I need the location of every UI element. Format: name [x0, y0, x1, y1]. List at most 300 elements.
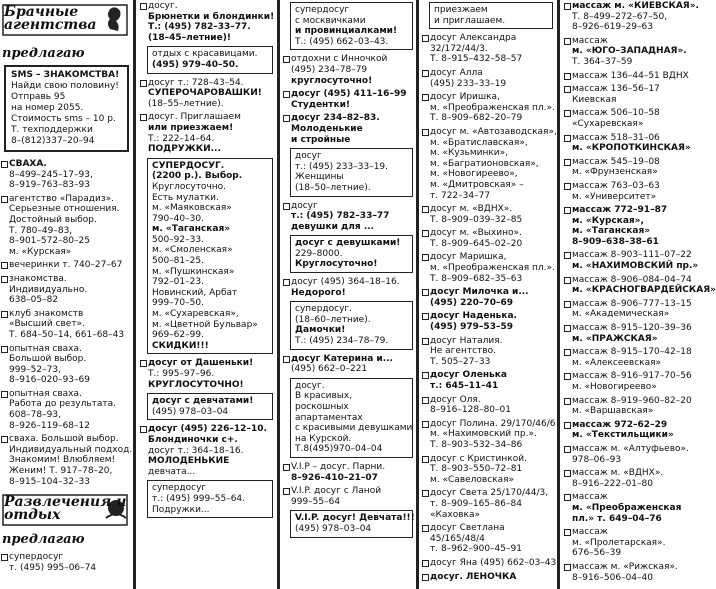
ad-line: Молоденькие [291, 123, 363, 134]
column-1 [0, 0, 132, 589]
ad-line: досуг Алла [430, 67, 483, 78]
classified-ad [139, 77, 276, 111]
ad-line: Дамочки! [295, 325, 346, 336]
ad-line: опытная сваха. [9, 343, 82, 354]
ad-line: досуг (495) 411–16–99 [291, 89, 407, 100]
boxed-ad [290, 510, 413, 537]
ad-line: м. «Фрунзенская» [572, 167, 658, 178]
ad-line: СУПЕРОЧАРОВАШКИ! [148, 88, 262, 99]
ad-line: КРУГЛОСУТОЧНО! [148, 379, 244, 390]
ad-line: м. «Смоленская» [152, 245, 233, 256]
ad-line: 978–06–93 [572, 454, 622, 465]
ad-line: м. «Пролетарская». [572, 537, 666, 548]
column-2 [139, 0, 276, 589]
ad-line: Т.: 995–97–96. [148, 369, 215, 379]
classified-ad [421, 251, 556, 285]
ad-line: м. «Братиславская», [430, 137, 528, 148]
boxed-ad [290, 301, 413, 349]
ad-line: Т. 8–499–272–67–50, [572, 11, 668, 22]
ad-line: 608–78–93, [9, 410, 61, 421]
ad-line: досуг м. «Выхино». [430, 228, 522, 239]
ad-line: 229–8000. [295, 248, 343, 259]
ad-line: (18–50–летние). [295, 182, 371, 193]
ad-line: досуг 234–82–83. [291, 113, 380, 124]
ad-line: МОЛОДЕНЬКИЕ [148, 456, 230, 467]
ad-line: досуг (495) 364–18–16. [291, 277, 400, 288]
ad-line: досуг т.: 728–43–54. [148, 77, 244, 88]
ad-line: 999–52–73, [9, 364, 61, 375]
classified-ad [421, 310, 556, 333]
ad-line: досуг (495) 226–12–10. [148, 424, 267, 435]
ad-line: Круглосуточно! [295, 259, 378, 270]
ad-line: т. 8–962–900–45–91 [430, 544, 522, 555]
ad-line: т. 8–909–165–86–84 [430, 498, 522, 509]
classified-ad [421, 571, 556, 584]
ad-line: м. «Нахимовский пр.». [430, 429, 537, 440]
ad-line: отдохни с Инночкой [291, 54, 388, 65]
massage-ad [563, 0, 699, 34]
massage-ad [563, 35, 694, 69]
classified-ad [139, 111, 276, 155]
massage-ad [563, 322, 694, 345]
ad-line: Индивидуально. [9, 284, 88, 295]
classified-ad [282, 200, 416, 234]
entertainment-title: Развлечения и отдых [4, 494, 127, 524]
ad-line: досуг от Дашеньки! [148, 358, 254, 369]
ad-line: роскошных [295, 402, 349, 412]
ad-line: 969–62–99. [152, 330, 204, 341]
column-rule-4 [557, 0, 560, 589]
massage-ad [563, 274, 716, 297]
ad-line: т.: (495) 999–55–64. [152, 493, 246, 504]
massage-ad [563, 443, 694, 466]
classified-ad [139, 357, 276, 391]
ad-line: досуг Светлана [430, 523, 505, 534]
ad-line: т. 722–34–77 [430, 190, 491, 201]
ad-line: 676–56–39 [572, 548, 622, 559]
ad-line: массаж 8–906–777–13–15 [572, 298, 692, 309]
ad-line: Т.: 222–14–64. [148, 133, 215, 144]
ad-line: 8–916–506–04–40 [572, 572, 653, 583]
ad-line: досуг. [295, 380, 325, 391]
column-4 [421, 0, 556, 589]
classified-ad [0, 273, 132, 307]
ad-line: «Каховка» [430, 509, 481, 520]
classified-ad [0, 308, 132, 342]
classified-ad [421, 522, 556, 556]
ad-line: с москвичками [295, 15, 366, 26]
marriage-agencies-header [0, 0, 132, 44]
classified-ad [421, 394, 556, 417]
ad-line: массаж 8–916–917–70–56 [572, 371, 692, 382]
ad-line: опытная сваха. [9, 388, 82, 399]
ad-line: отдых с красавицами. [152, 49, 258, 60]
ad-line: м. «Варшавская» [572, 406, 654, 417]
ad-line: (495) 220–70–69 [430, 297, 513, 308]
marriage-agencies-title: Брачные агентства [4, 4, 97, 33]
column-rule-2 [277, 0, 280, 589]
ad-line: массаж 972–62–29 [572, 419, 668, 430]
classified-ad [282, 276, 416, 299]
ad-line: м. «Академическая» [572, 309, 670, 320]
ad-line: (495) 979–40–50. [152, 59, 239, 70]
massage-ad [563, 395, 694, 418]
ad-line: Подружки... [152, 504, 210, 515]
ad-line: (18–55–летние). [148, 98, 224, 109]
sms-line: 8–(812)337–20–94 [11, 136, 95, 146]
ad-line: 8–926–410–21–07 [291, 472, 378, 483]
ad-line: СУПЕРДОСУГ. [152, 160, 225, 171]
ad-line: с красивыми девушками [295, 423, 413, 434]
classified-ad [282, 485, 416, 508]
ad-line: массаж [572, 492, 608, 503]
ad-line: м. «Новогиреево», [430, 169, 518, 180]
massage-ad [563, 298, 694, 321]
ad-line: агентство «Парадиз». [9, 193, 115, 204]
classified-ad [0, 158, 132, 192]
classified-ad [0, 551, 132, 574]
ad-line: массаж [572, 35, 608, 46]
ad-line: Новинский, Арбат [152, 287, 238, 298]
section-offer-1: предлагаю [2, 46, 85, 61]
section-offer-2: предлагаю [2, 532, 85, 548]
ad-line: ПОДРУЖКИ... [148, 144, 221, 155]
ad-line: м. «Савеловская» [430, 474, 515, 485]
ad-line: досуг [295, 151, 322, 162]
ad-line: Т.: (495) 782–33–77. [148, 22, 251, 33]
ad-line: на Курской. [295, 433, 352, 444]
classified-ad [421, 203, 556, 226]
classified-ad [0, 259, 132, 272]
ad-line: (495) 979–53–59 [430, 322, 513, 333]
ad-line: 8–901–572–80–25 [9, 236, 90, 247]
ad-line: Т. 505–27–33 [430, 356, 491, 367]
ad-line: м. «Преображенская [572, 502, 682, 513]
ad-line: массаж м. «Рижская». [572, 561, 678, 572]
classified-ad [421, 557, 556, 570]
ad-line: массаж 8–919–960–82–20 [572, 395, 692, 406]
ad-line: досуг м. «ВДНХ». [430, 204, 513, 215]
massage-ad [563, 180, 694, 203]
ad-line: Блондиночки с+. [148, 434, 238, 445]
boxed-ad [290, 148, 413, 196]
ad-line: м. «Кузьминки», [430, 148, 508, 159]
ad-line: досуг [291, 200, 318, 211]
ad-line: м. «Таганская» [152, 224, 231, 235]
massage-ad [563, 491, 694, 525]
entertainment-header [0, 492, 132, 530]
ad-line: Работа до результата. [9, 399, 117, 410]
sms-line: SMS – ЗНАКОМСТВА! [11, 70, 120, 80]
massage-ad [563, 561, 694, 584]
ad-line: массаж м. «Алтуфьево». [572, 443, 689, 454]
classified-ad [282, 112, 416, 146]
ad-line: 500–81–25. [152, 256, 204, 267]
ad-line: досуг Милочка и... [430, 287, 529, 298]
massage-ad [563, 370, 694, 393]
ad-line: 999–70–50. [152, 298, 204, 309]
ad-line: (18–60–летние). [295, 314, 371, 325]
ad-line: Т. 364–37–59 [572, 56, 633, 67]
ad-line: 999–55–64 [291, 496, 341, 507]
ad-line: массаж м. «КИЕВСКАЯ». [572, 1, 699, 11]
ad-line: Т. 684–50–14, 661–68–43 [9, 329, 125, 340]
ad-line: супердосуг. [295, 304, 353, 315]
ad-line: (495) 233–33–19 [430, 78, 507, 89]
ad-line: 8–919–763–83–93 [9, 180, 90, 191]
ad-line: т.: (495) 233–33–19. [295, 161, 389, 172]
ad-line: Т. 8–909–039–32–85 [430, 214, 523, 225]
sms-dating-box [4, 65, 129, 152]
ad-line: досуг с девушками! [295, 238, 401, 249]
boxed-ad [290, 378, 413, 458]
ad-line: т.: (495) 782–33–77 [291, 211, 390, 222]
boxed-ad [147, 393, 273, 420]
ad-line: досуг Полина. 29/170/46/6 [430, 418, 556, 429]
ad-line: Серьезные отношения. [9, 204, 120, 215]
column-rule-1 [133, 0, 136, 589]
ad-line: (495) 662–0–221 [291, 364, 368, 375]
ad-line: и провинциалками! [295, 26, 398, 37]
ad-line: Недорого! [291, 287, 346, 298]
ad-line: Женщины [295, 172, 344, 183]
ad-line: (495) 978–03–04 [152, 406, 229, 417]
ad-line: 32/172/44/3. [430, 43, 488, 54]
ad-line: досуг Катерина и... [291, 353, 393, 364]
classified-ad [421, 453, 556, 487]
ad-line: Женим! Т. 917–78–20, [9, 466, 113, 477]
ad-line: м. «НАХИМОВСКИЙ пр.» [572, 261, 699, 272]
ad-line: м. «Преображенская пл.». [430, 102, 555, 113]
ad-line: массаж 772–91–87 [572, 205, 668, 216]
sms-line: на номер 2055. [11, 103, 84, 113]
boxed-ad [147, 480, 273, 518]
ad-line: м. «Дмитровская» – [430, 179, 524, 190]
ad-line: 8–916–128–80–01 [430, 405, 511, 416]
ad-line: массаж м. «ВДНХ». [572, 468, 664, 479]
classified-ad [139, 0, 276, 44]
ad-line: Т. 8–909–645–02–20 [430, 238, 523, 249]
ad-line: массаж 545–19–08 [572, 156, 660, 167]
ad-line: м. «Пушкинская» [152, 266, 235, 277]
ad-line: т. (495) 995–06–74 [9, 562, 97, 573]
ad-line: массаж 763–03–63 [572, 180, 660, 191]
ad-line: Большой выбор. [9, 354, 87, 365]
col1-last-ad [0, 551, 132, 574]
ad-line: досуг Наталия. [430, 335, 503, 346]
ad-line: м. «Курская», [572, 215, 644, 226]
classified-ad [421, 32, 556, 66]
boxed-ad [429, 2, 553, 29]
ad-line: Т. 780–49–83, [9, 225, 73, 236]
ad-line: массаж 136–56–17 [572, 84, 660, 95]
ad-line: досуг Иришка, [430, 92, 500, 103]
col1-ads [0, 158, 132, 488]
ad-line: досуг Наденька. [430, 311, 517, 322]
ad-line: и приглашаем. [434, 15, 506, 26]
ad-line: м. «Университет» [572, 191, 657, 202]
ad-line: (18–45–летние)! [148, 32, 231, 43]
sms-line: Т. техподдержки [11, 125, 93, 135]
ad-line: массаж 8–906–084–04–74 [572, 274, 692, 285]
classified-ad [0, 343, 132, 387]
ad-line: СВАХА. [9, 159, 47, 169]
ad-line: м. «ПРАЖСКАЯ» [572, 333, 658, 344]
boxed-ad [290, 235, 413, 273]
ad-line: Т. 8–903–550–72–81 [430, 464, 523, 475]
boxed-ad [290, 2, 413, 50]
ad-line: пл.» т. 649–04–76 [572, 513, 662, 524]
ad-line: досуг. ЛЕНОЧКА [430, 571, 517, 582]
classified-ad [421, 227, 556, 250]
massage-ad [563, 346, 694, 369]
classified-ad [0, 193, 132, 259]
boxed-ad [147, 158, 273, 355]
ad-line: т.: 645–11–41 [430, 381, 499, 391]
sms-line: Найди свою половину! [11, 81, 119, 91]
ad-line: круглосуточно! [291, 75, 373, 86]
ad-line: м. «Преображенская пл.». [430, 263, 555, 274]
classified-ad [282, 353, 416, 376]
ad-line: Не агентство. [430, 346, 496, 357]
ad-line: 500–92–33. [152, 234, 204, 245]
ad-line: или приезжаем! [148, 122, 234, 133]
ad-line: V.I.P – досуг. Парни. [291, 461, 386, 472]
ad-line: м. «Маяковская» [152, 203, 232, 214]
massage-ad [563, 70, 694, 83]
ad-line: массаж 8–903–111–07–22 [572, 250, 692, 261]
ad-line: м. «Алексеевская» [572, 357, 662, 368]
ad-line: Т. 8–915–432–58–57 [430, 54, 523, 65]
ad-line: м. «КРОПОТКИНСКАЯ» [572, 143, 691, 154]
massage-ad [563, 204, 694, 248]
classified-ad [421, 487, 556, 521]
ad-line: Т.: (495) 234–78–79. [295, 336, 389, 347]
ad-line: м. «Цветной Бульвар» [152, 319, 258, 330]
massage-ad [563, 249, 699, 272]
classified-ad [282, 53, 416, 87]
ad-line: Достойный выбор. [9, 214, 97, 225]
ad-line: досуг Оленька [430, 370, 507, 381]
ad-line: девчата... [148, 466, 196, 477]
classified-ad [421, 418, 556, 452]
ad-line: Знакомим! Влюбляем! [9, 455, 116, 466]
ad-line: досуг. Приглашаем [148, 112, 241, 123]
ad-line: массаж 518–31–06 [572, 132, 660, 143]
ad-line: супердосуг [152, 483, 207, 494]
ad-line: 8–499–245–17–93, [9, 169, 93, 180]
column-3 [282, 0, 416, 589]
massage-ad [563, 156, 694, 179]
ad-line: массаж [572, 527, 608, 538]
column-5 [563, 0, 716, 589]
ad-line: досуг Оля. [430, 394, 481, 405]
massage-ad [563, 467, 694, 490]
ad-line: м. «Текстильщики» [572, 430, 674, 441]
ad-line: девушки для ... [291, 221, 375, 232]
ad-line: 792–01–23. [152, 277, 204, 288]
ad-line: досуг Света 25/170/44/3, [430, 488, 549, 499]
ad-line: клуб знакомств [9, 308, 84, 319]
ad-line: 8–916–020–93–69 [9, 375, 90, 386]
classified-ad [421, 91, 556, 125]
ad-line: досуг Маришка, [430, 252, 507, 263]
ad-line: (2200 р.). Выбор. [152, 171, 243, 182]
ad-line: вечеринки т. 740–27–67 [9, 260, 123, 271]
classified-ad [0, 388, 132, 432]
ad-line: 8–909–638–38–61 [572, 236, 659, 247]
ad-line: Киевская [572, 94, 617, 105]
sms-line: Отправь 95 [11, 92, 66, 102]
ad-line: V.I.P. досуг с Ланой [291, 486, 382, 497]
ad-line: 8–916–222–01–80 [572, 478, 653, 489]
ad-line: 8–926–119–68–12 [9, 420, 90, 431]
ad-line: 45/165/48/4 [430, 533, 485, 544]
ad-line: апартаментах [295, 412, 363, 423]
ad-line: «Высший свет». [9, 319, 85, 330]
ad-line: В красивых, [295, 391, 353, 402]
ad-line: Круглосуточно. [152, 181, 227, 192]
ad-line: м. «Сухаревская», [152, 309, 239, 320]
ad-line: Т. 8–909–682–35–63 [430, 273, 523, 284]
ad-line: 638–05–82 [9, 295, 59, 306]
ad-line: (495) 978–03–04 [295, 523, 372, 534]
sms-line: Стоимость sms – 10 р. [11, 114, 116, 124]
classified-ad [421, 126, 556, 202]
ad-line: сваха. Большой выбор. [9, 434, 119, 445]
ad-line: 790–40–30. [152, 213, 204, 224]
classified-ad [139, 423, 276, 478]
ad-line: супердосуг [9, 552, 64, 563]
ad-line: м. «Новогиреево» [572, 382, 657, 392]
ad-line: Есть мулатки. [152, 192, 219, 203]
ad-line: Т. 8–903–532–34–86 [430, 439, 523, 450]
ad-line: супердосуг [295, 5, 350, 15]
ad-line: досуг м. «Автозаводская», [430, 126, 557, 137]
ad-line: досуг с Кристинкой. [430, 453, 527, 464]
ad-line: V.I.P. досуг! Девчата!!! [295, 513, 415, 524]
ad-line: Студентки! [291, 99, 351, 110]
classified-ad [282, 88, 416, 111]
ad-line: Т. 8–909–682–20–79 [430, 113, 523, 124]
massage-ad [563, 107, 694, 130]
ad-line: м. «ЮГО–ЗАПАДНАЯ». [572, 46, 687, 57]
ad-line: досуг с девчатами! [152, 396, 254, 407]
ad-line: массаж 136–44–51 ВДНХ [572, 70, 689, 81]
classified-ad [0, 433, 132, 488]
ad-line: досуг Александра [430, 33, 517, 44]
ad-line: досуг Яна (495) 662–03–43 [430, 557, 557, 568]
classified-ad [421, 286, 556, 309]
ad-line: СКИДКИ!!! [152, 340, 209, 351]
ad-line: Т.8(495)970–04–04 [295, 444, 383, 455]
classified-ad [421, 369, 556, 392]
massage-ad [563, 419, 694, 442]
ad-line: 8–926–619–29–63 [572, 22, 653, 33]
ad-line: м. «КРАСНОГВАРДЕЙСКАЯ» [572, 285, 716, 296]
ad-line: м. «Таганская» [572, 226, 651, 237]
ad-line: массаж 8–915–170–42–18 [572, 347, 692, 358]
boxed-ad [147, 46, 273, 73]
ad-line: м. «Багратионовская», [430, 158, 539, 169]
column-rule-3 [416, 0, 419, 589]
ad-line: 8–915–104–32–33 [9, 476, 90, 487]
classified-ad [421, 335, 556, 369]
ad-line: массаж 8–915–120–39–36 [572, 323, 692, 334]
massage-ad [563, 526, 694, 560]
ad-line: приезжаем [434, 5, 488, 15]
ad-line: знакомства. [9, 273, 67, 284]
